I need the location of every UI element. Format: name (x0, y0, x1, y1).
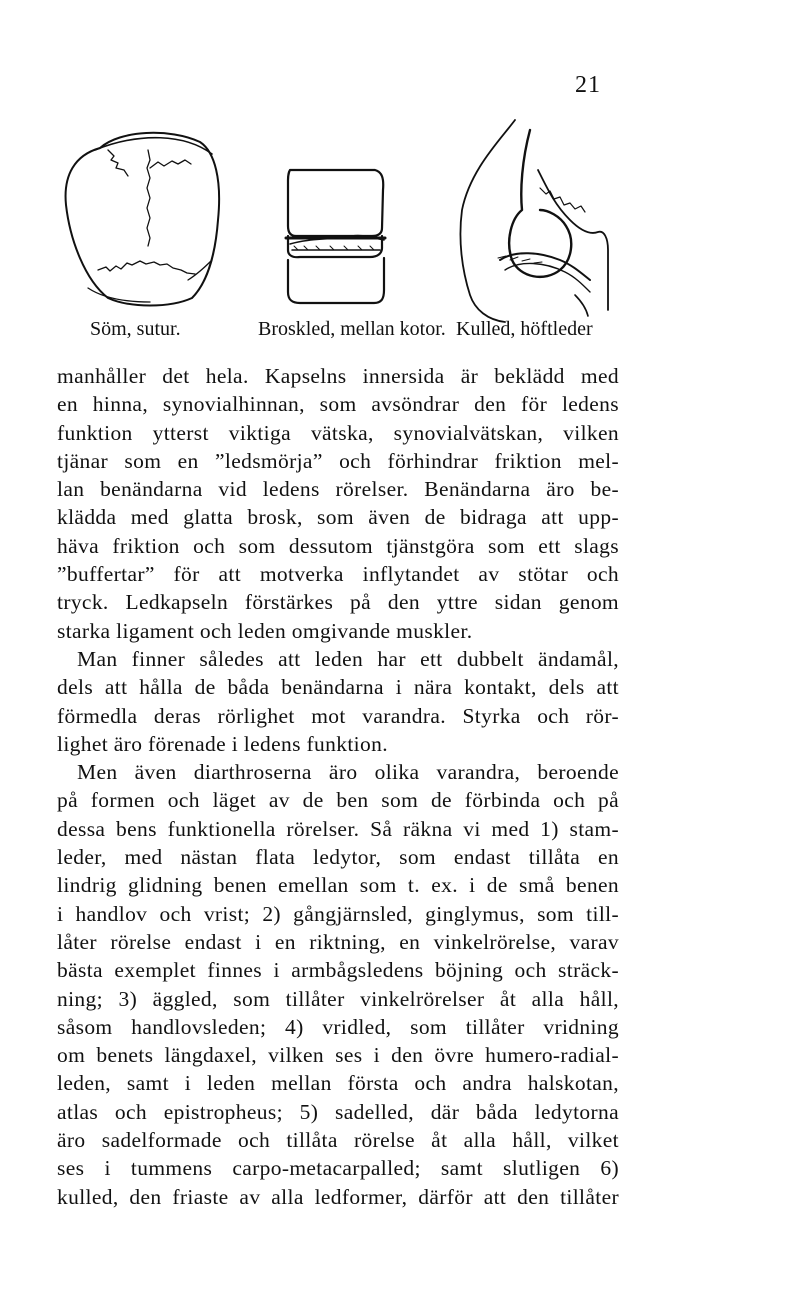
text-line: Men även diarthroserna äro olika varandra, beroende (77, 760, 619, 785)
text-line: bästa exemplet finnes i armbågsledens böjning och sträck- (57, 958, 619, 983)
text-line: låter rörelse endast i en riktning, en vinkelrörelse, varav (57, 929, 619, 954)
caption-ball-joint: Kulled, höftleder (456, 318, 593, 340)
text-line: leden, samt i leden mellan första och andra halskotan, (57, 1071, 619, 1096)
text-line: häva friktion och som dessutom tjänstgöra som ett slags (57, 533, 619, 558)
text-line: tryck. Ledkapseln förstärkes på den yttre sidan genom (57, 590, 619, 615)
text-line: lighet äro förenade i ledens funktion. (57, 731, 388, 756)
text-line: i handlov och vrist; 2) gångjärnsled, ginglymus, som till- (57, 901, 619, 926)
text-line: ning; 3) äggled, som tillåter vinkelrörelser åt alla håll, (57, 986, 619, 1011)
text-line: på formen och läget av de ben som de förbinda och på (57, 788, 619, 813)
text-line: leder, med nästan flata ledytor, som endast tillåta en (57, 845, 619, 870)
text-line: lan benändarna vid ledens rörelser. Benändarna äro be- (57, 477, 619, 502)
text-line: lindrig glidning benen emellan som t. ex. i de små benen (57, 873, 619, 898)
text-line: funktion ytterst viktiga vätska, synovialvätskan, vilken (57, 420, 619, 445)
text-line: starka ligament och leden omgivande muskler. (57, 618, 473, 643)
text-line: äro sadelformade och tillåta rörelse åt alla håll, vilket (57, 1128, 619, 1153)
text-line: Man finner således att leden har ett dubbelt ändamål, (77, 646, 619, 671)
text-line: atlas och epistropheus; 5) sadelled, där båda ledytorna (57, 1099, 619, 1124)
cartilage-joint-figure (286, 170, 385, 303)
text-line: manhåller det hela. Kapselns innersida är beklädd med (57, 364, 619, 388)
text-line: dels att hålla de båda benändarna i nära kontakt, dels att (57, 675, 619, 700)
text-line: ses i tummens carpo-metacarpalled; samt slutligen 6) (57, 1156, 619, 1181)
caption-suture: Söm, sutur. (90, 318, 181, 340)
ball-joint-figure (460, 120, 608, 322)
text-line: om benets längdaxel, vilken ses i den övre humero-radial- (57, 1043, 619, 1068)
text-line: ”buffertar” för att motverka inflytandet av stötar och (57, 562, 619, 587)
text-line: tjänar som en ”ledsmörja” och förhindrar friktion mel- (57, 448, 619, 473)
page-number: 21 (575, 72, 601, 98)
caption-cartilage-joint: Broskled, mellan kotor. (258, 318, 446, 340)
text-line: en hinna, synovialhinnan, som avsöndrar den för ledens (57, 392, 619, 417)
text-line: dessa bens funktionella rörelser. Så räkna vi med 1) stam- (57, 816, 619, 841)
body-text (57, 362, 619, 1211)
text-line: klädda med glatta brosk, som även de bidraga att upp- (57, 505, 619, 530)
suture-figure (66, 133, 220, 306)
text-line: förmedla deras rörlighet mot varandra. Styrka och rör- (57, 703, 619, 728)
text-line: såsom handlovsleden; 4) vridled, som tillåter vridning (57, 1014, 619, 1039)
text-line: kulled, den friaste av alla ledformer, därför att den tillåter (57, 1184, 619, 1209)
